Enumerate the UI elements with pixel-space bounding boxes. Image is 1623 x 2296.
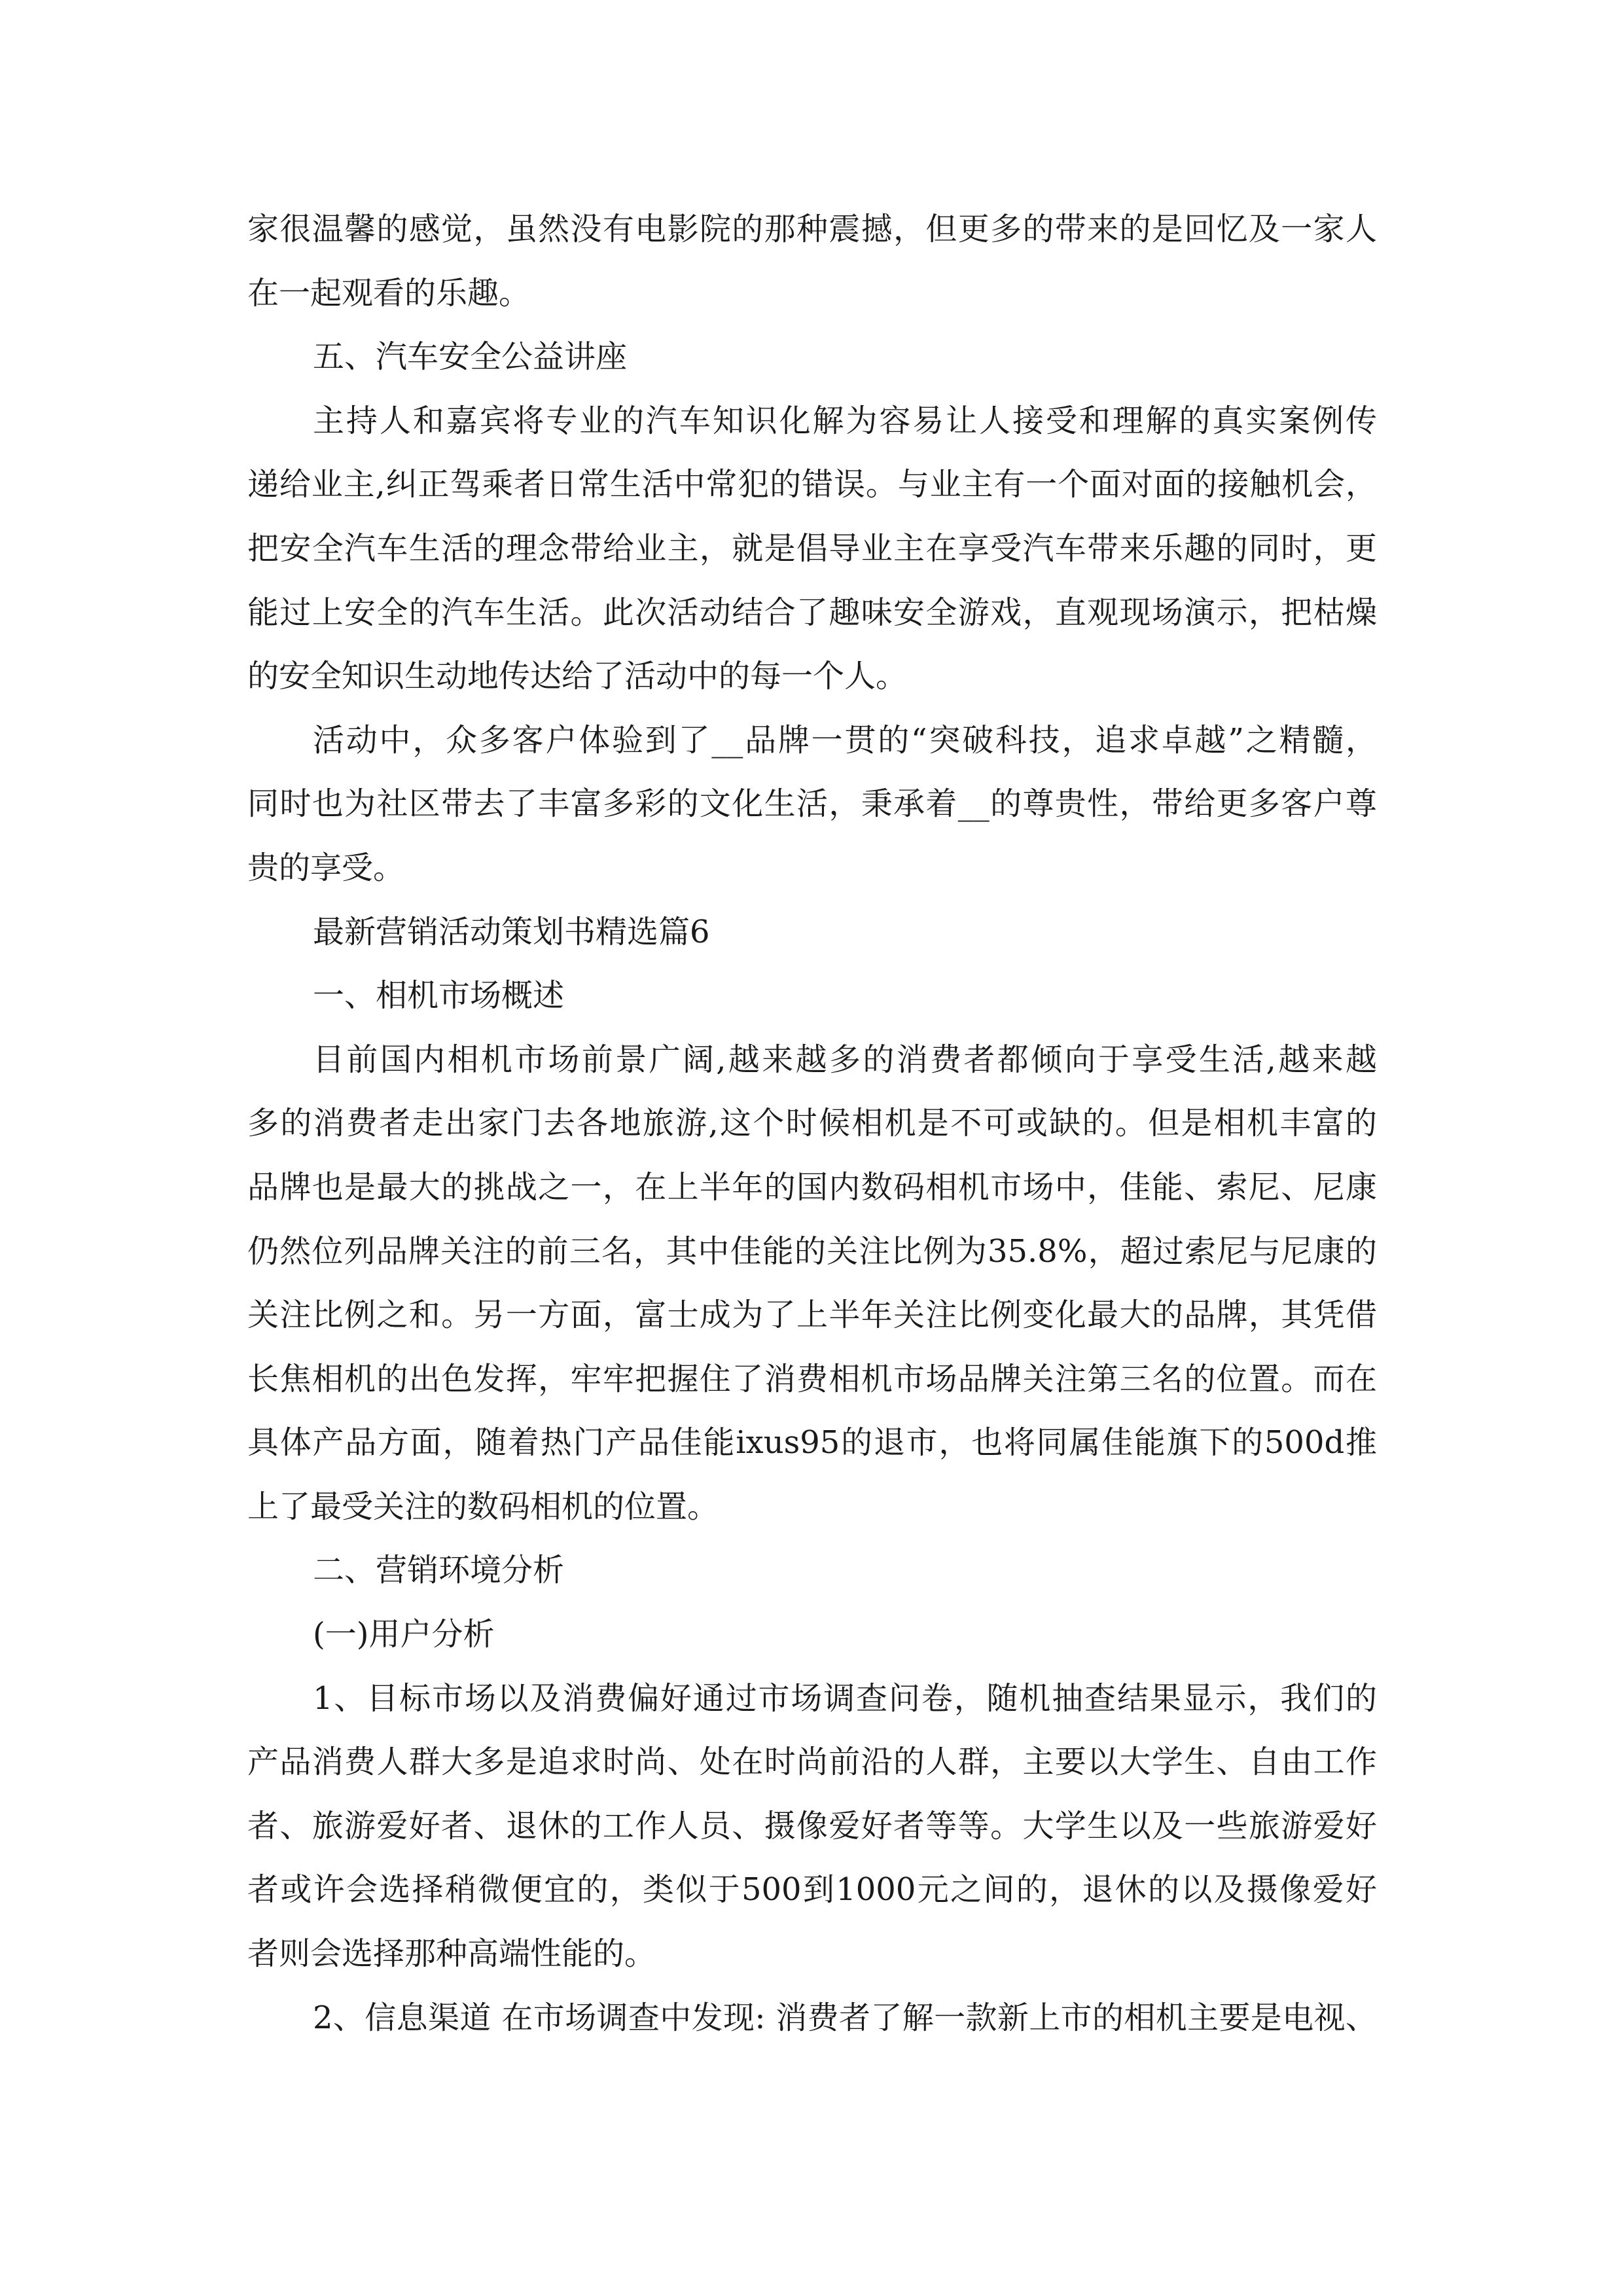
text-line: 具体产品方面，随着热门产品佳能ixus95的退市，也将同属佳能旗下的500d推: [247, 1424, 1377, 1462]
text-line: 一、相机市场概述: [313, 977, 565, 1014]
text-line: 在一起观看的乐趣。: [247, 274, 531, 312]
text-line: 者或许会选择稍微便宜的，类似于500到1000元之间的，退休的以及摄像爱好: [247, 1871, 1377, 1909]
text-line: 的安全知识生动地传达给了活动中的每一个人。: [247, 658, 908, 695]
document-page: [247, 198, 1377, 2050]
text-line: 品牌也是最大的挑战之一，在上半年的国内数码相机市场中，佳能、索尼、尼康: [247, 1168, 1377, 1206]
text-line: 仍然位列品牌关注的前三名，其中佳能的关注比例为35.8%，超过索尼与尼康的: [247, 1232, 1377, 1270]
text-line: 者、旅游爱好者、退休的工作人员、摄像爱好者等等。大学生以及一些旅游爱好: [247, 1807, 1377, 1844]
text-line: 二、营销环境分析: [313, 1552, 565, 1589]
text-line: 五、汽车安全公益讲座: [313, 338, 628, 376]
text-line: (一)用户分析: [313, 1616, 495, 1653]
text-line: 产品消费人群大多是追求时尚、处在时尚前沿的人群，主要以大学生、自由工作: [247, 1744, 1377, 1781]
text-line: 2、信息渠道 在市场调查中发现: 消费者了解一款新上市的相机主要是电视、: [313, 1999, 1377, 2036]
text-line: 同时也为社区带去了丰富多彩的文化生活，秉承着__的尊贵性，带给更多客户尊: [247, 785, 1377, 823]
text-line: 者则会选择那种高端性能的。: [247, 1935, 656, 1973]
text-line: 家很温馨的感觉，虽然没有电影院的那种震撼，但更多的带来的是回忆及一家人: [247, 211, 1377, 247]
text-line: 1、目标市场以及消费偏好通过市场调查问卷，随机抽查结果显示，我们的: [313, 1679, 1377, 1717]
text-line: 最新营销活动策划书精选篇6: [313, 913, 710, 950]
text-line: 把安全汽车生活的理念带给业主，就是倡导业主在享受汽车带来乐趣的同时，更: [247, 529, 1377, 567]
text-line: 能过上安全的汽车生活。此次活动结合了趣味安全游戏，直观现场演示，把枯燥: [247, 594, 1377, 631]
text-line: 主持人和嘉宾将专业的汽车知识化解为容易让人接受和理解的真实案例传: [313, 402, 1377, 439]
text-line: 长焦相机的出色发挥，牢牢把握住了消费相机市场品牌关注第三名的位置。而在: [247, 1360, 1377, 1397]
text-line: 贵的享受。: [247, 849, 405, 886]
text-line: 递给业主,纠正驾乘者日常生活中常犯的错误。与业主有一个面对面的接触机会，: [247, 466, 1377, 503]
text-line: 多的消费者走出家门去各地旅游,这个时候相机是不可或缺的。但是相机丰富的: [247, 1105, 1377, 1142]
text-line: 活动中，众多客户体验到了__品牌一贯的“突破科技，追求卓越”之精髓，: [313, 721, 1377, 759]
text-line: 上了最受关注的数码相机的位置。: [247, 1488, 719, 1525]
text-line: 目前国内相机市场前景广阔,越来越多的消费者都倾向于享受生活,越来越: [313, 1041, 1377, 1078]
text-line: 关注比例之和。另一方面，富士成为了上半年关注比例变化最大的品牌，其凭借: [247, 1297, 1377, 1334]
